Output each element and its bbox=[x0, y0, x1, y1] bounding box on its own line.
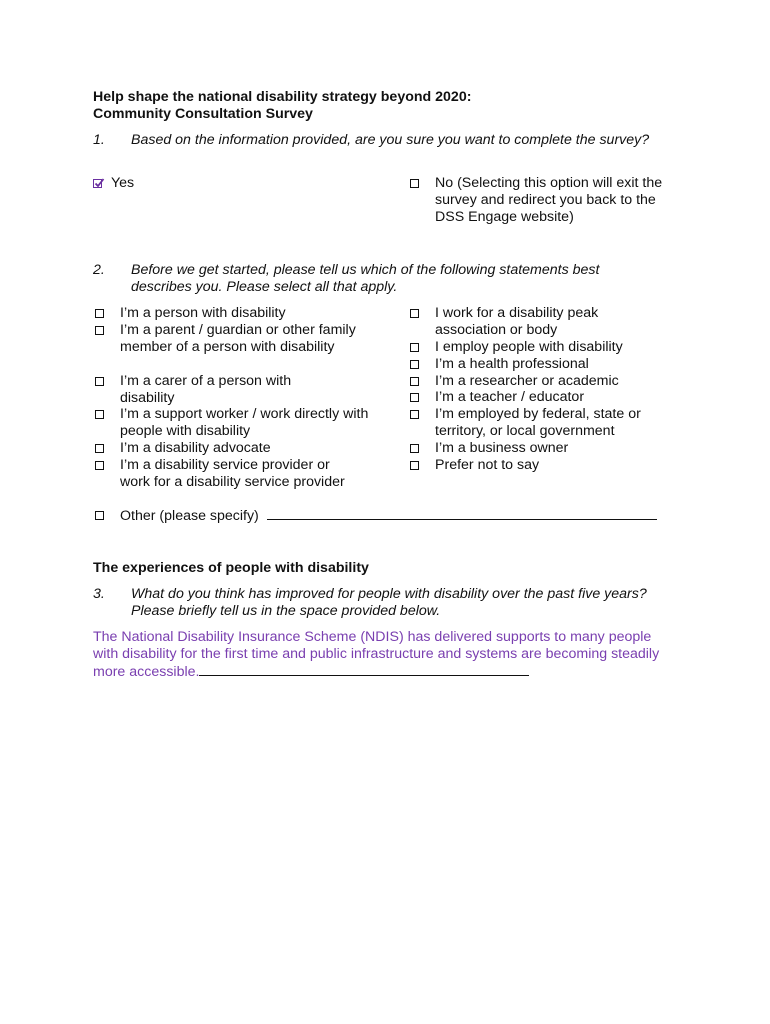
q2-option[interactable] bbox=[95, 406, 375, 440]
checkbox-icon[interactable] bbox=[410, 444, 419, 453]
q2-option-label: I’m employed by federal, state or territory, or local government bbox=[435, 406, 641, 439]
checkbox-icon[interactable] bbox=[410, 360, 419, 369]
q2-option[interactable] bbox=[410, 356, 675, 373]
q2-option-label: Prefer not to say bbox=[435, 457, 540, 473]
q2-option[interactable] bbox=[410, 440, 675, 457]
checkbox-icon[interactable] bbox=[95, 444, 104, 453]
q3-answer-field[interactable] bbox=[93, 629, 673, 681]
q2-option-label: I’m a support worker / work directly with people with disability bbox=[120, 406, 369, 439]
q2-option-label: I’m a carer of a person with disability bbox=[120, 373, 292, 406]
checkbox-icon[interactable] bbox=[95, 377, 104, 386]
question-1-number: 1. bbox=[93, 132, 105, 148]
checkbox-icon[interactable] bbox=[95, 309, 104, 318]
checkbox-icon[interactable] bbox=[95, 326, 104, 335]
q3-answer-text: The National Disability Insurance Scheme (NDIS) has delivered supports to many people with disability for the first time and public infrastructure and systems are becoming steadily more accessible. bbox=[93, 629, 660, 680]
q2-option-label: I’m a disability service provider or work for a disability service provider bbox=[120, 457, 345, 490]
checkbox-icon[interactable] bbox=[410, 179, 419, 188]
checkbox-icon[interactable] bbox=[95, 511, 104, 520]
q2-option[interactable] bbox=[95, 322, 375, 356]
question-1-text: Based on the information provided, are you sure you want to complete the survey? bbox=[131, 132, 650, 148]
q2-option-label: I work for a disability peak association or body bbox=[435, 305, 599, 338]
q1-option-no-label: No (Selecting this option will exit the survey and redirect you back to the DSS Engage website) bbox=[435, 175, 663, 225]
question-3-text: What do you think has improved for people with disability over the past five years? Please briefly tell us in the space provided below. bbox=[131, 586, 647, 619]
other-specify-input-line[interactable] bbox=[267, 507, 657, 520]
q2-option[interactable] bbox=[410, 373, 675, 390]
checkbox-icon[interactable] bbox=[95, 461, 104, 470]
checkbox-icon[interactable] bbox=[410, 410, 419, 419]
q2-option-label: I’m a business owner bbox=[435, 440, 569, 456]
q2-option[interactable] bbox=[95, 457, 360, 491]
q1-option-yes-label: Yes bbox=[111, 175, 135, 191]
q2-option[interactable] bbox=[410, 305, 635, 339]
survey-title-line2: Community Consultation Survey bbox=[93, 106, 313, 122]
q2-option-label: I’m a researcher or academic bbox=[435, 373, 619, 389]
q2-option[interactable] bbox=[410, 406, 670, 440]
answer-input-line bbox=[199, 663, 529, 676]
q2-option-label: I employ people with disability bbox=[435, 339, 623, 355]
checkbox-icon[interactable] bbox=[410, 309, 419, 318]
q1-option-yes[interactable] bbox=[93, 175, 134, 192]
checkbox-icon[interactable] bbox=[410, 377, 419, 386]
q1-option-no[interactable] bbox=[410, 175, 670, 226]
q2-option[interactable] bbox=[95, 305, 375, 322]
q2-option[interactable] bbox=[410, 389, 675, 406]
checkbox-icon[interactable] bbox=[410, 343, 419, 352]
checked-checkbox-icon[interactable] bbox=[93, 179, 102, 188]
checkbox-icon[interactable] bbox=[95, 410, 104, 419]
q2-option[interactable] bbox=[95, 373, 330, 407]
q2-option[interactable] bbox=[95, 440, 375, 457]
section-title: The experiences of people with disability bbox=[93, 560, 369, 576]
q2-option-label: I’m a parent / guardian or other family member of a person with disability bbox=[120, 322, 356, 355]
q2-option-label: I’m a disability advocate bbox=[120, 440, 271, 456]
checkbox-icon[interactable] bbox=[410, 393, 419, 402]
q2-option-label: I’m a teacher / educator bbox=[435, 389, 585, 405]
survey-title-line1: Help shape the national disability strategy beyond 2020: bbox=[93, 89, 472, 105]
question-3-number: 3. bbox=[93, 586, 105, 602]
q2-option[interactable] bbox=[410, 457, 675, 474]
q2-other-label: Other (please specify) bbox=[120, 508, 259, 524]
question-2-number: 2. bbox=[93, 262, 105, 278]
q2-option-label: I’m a person with disability bbox=[120, 305, 286, 321]
question-2-text: Before we get started, please tell us which of the following statements best describes you. Please select all that apply. bbox=[131, 262, 600, 295]
q2-option-label: I’m a health professional bbox=[435, 356, 589, 372]
checkbox-icon[interactable] bbox=[410, 461, 419, 470]
q2-option-other[interactable] bbox=[95, 507, 680, 525]
q2-option[interactable] bbox=[410, 339, 675, 356]
